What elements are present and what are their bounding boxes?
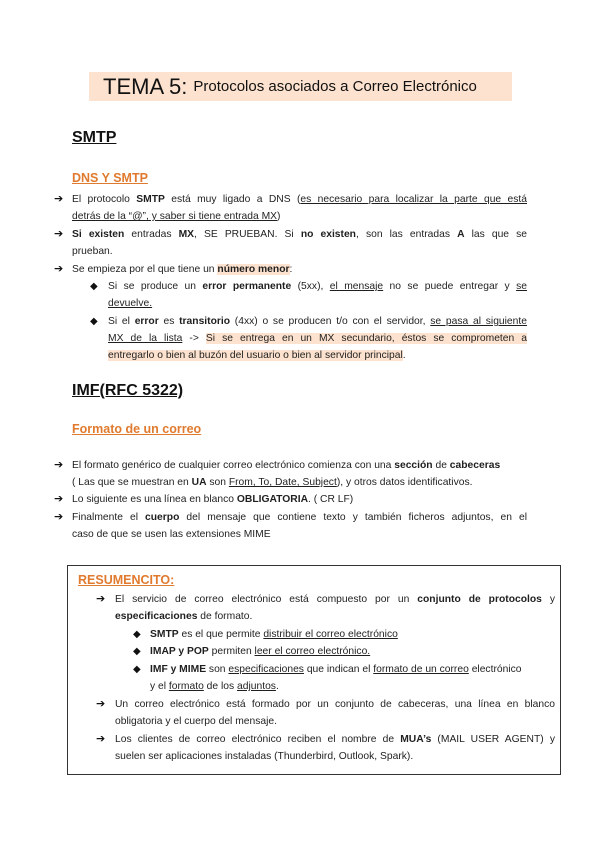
smtp-sub2-line2: MX de la lista -> Si se entrega en un MX secundario, éstos se comprometen a bbox=[108, 333, 527, 344]
summary-item1-line2: especificaciones de formato. bbox=[115, 611, 253, 622]
arrow-right-icon: ➔ bbox=[54, 459, 64, 471]
arrow-right-icon: ➔ bbox=[54, 511, 64, 523]
smtp-item2-line1: Si existen entradas MX, SE PRUEBAN. Si no existen, son las entradas A las que se bbox=[72, 229, 528, 240]
summary-sub2: IMAP y POP permiten leer el correo electrónico. bbox=[150, 646, 371, 657]
subheading-formato: Formato de un correo bbox=[72, 422, 202, 436]
imf-item1-line1: El formato genérico de cualquier correo electrónico comienza con una sección de cabeceras bbox=[72, 460, 501, 471]
title-main: TEMA 5: bbox=[103, 73, 188, 99]
arrow-right-icon: ➔ bbox=[54, 493, 64, 505]
smtp-item3: Se empieza por el que tiene un número menor: bbox=[72, 264, 293, 275]
title-sub: Protocolos asociados a Correo Electrónico bbox=[193, 78, 477, 95]
smtp-item1-line1: El protocolo SMTP está muy ligado a DNS (es necesario para localizar la parte que está bbox=[72, 194, 527, 205]
summary-sub3-line1: IMF y MIME son especificaciones que indican el formato de un correo electrónico bbox=[150, 664, 522, 675]
imf-item1-line2: ( Las que se muestran en UA son From, To, Date, Subject), y otros datos identificativos. bbox=[72, 477, 473, 488]
smtp-sub1-line2: devuelve. bbox=[108, 298, 153, 309]
arrow-right-icon: ➔ bbox=[96, 593, 106, 605]
subheading-dns-smtp: DNS Y SMTP bbox=[72, 171, 148, 185]
imf-item3-line1: Finalmente el cuerpo del mensaje que contiene texto y también ficheros adjuntos, en el bbox=[72, 512, 527, 523]
diamond-icon: ◆ bbox=[133, 664, 141, 675]
summary-item3-line1: Los clientes de correo electrónico reciben el nombre de MUA’s (MAIL USER AGENT) y bbox=[115, 734, 555, 745]
diamond-icon: ◆ bbox=[133, 646, 141, 657]
arrow-right-icon: ➔ bbox=[54, 263, 64, 275]
smtp-sub2-line1: Si el error es transitorio (4xx) o se producen t/o con el servidor, se pasa al siguiente bbox=[108, 316, 527, 327]
summary-sub3-line2: y el formato de los adjuntos. bbox=[150, 681, 279, 692]
smtp-sub1-line1: Si se produce un error permanente (5xx), el mensaje no se puede entregar y se bbox=[108, 281, 527, 292]
arrow-right-icon: ➔ bbox=[96, 698, 106, 710]
title-banner bbox=[89, 72, 512, 101]
summary-item3-line2: suelen ser aplicaciones instaladas (Thunderbird, Outlook, Spark). bbox=[115, 751, 414, 762]
heading-imf: IMF(RFC 5322) bbox=[72, 382, 184, 399]
diamond-icon: ◆ bbox=[133, 629, 141, 640]
arrow-right-icon: ➔ bbox=[54, 193, 64, 205]
imf-item2: Lo siguiente es una línea en blanco OBLIGATORIA. ( CR LF) bbox=[72, 494, 354, 505]
arrow-right-icon: ➔ bbox=[54, 228, 64, 240]
summary-item1-line1: El servicio de correo electrónico está compuesto por un conjunto de protocolos y bbox=[115, 594, 555, 605]
arrow-right-icon: ➔ bbox=[96, 733, 106, 745]
smtp-sub2-line3: entregarlo o bien al buzón del usuario o bien al servidor principal. bbox=[108, 350, 406, 361]
summary-item2-line1: Un correo electrónico está formado por un conjunto de cabeceras, una línea en blanco bbox=[115, 699, 555, 710]
smtp-item2-line2: prueban. bbox=[72, 246, 113, 257]
imf-item3-line2: caso de que se usen las extensiones MIME bbox=[72, 529, 271, 540]
summary-title: RESUMENCITO: bbox=[78, 573, 175, 587]
heading-smtp: SMTP bbox=[72, 129, 117, 146]
diamond-icon: ◆ bbox=[90, 316, 98, 327]
smtp-item1-line2: detrás de la “@”, y saber si tiene entrada MX) bbox=[72, 211, 281, 222]
summary-sub1: SMTP es el que permite distribuir el correo electrónico bbox=[150, 629, 398, 640]
diamond-icon: ◆ bbox=[90, 281, 98, 292]
summary-item2-line2: obligatoria y el cuerpo del mensaje. bbox=[115, 716, 277, 727]
